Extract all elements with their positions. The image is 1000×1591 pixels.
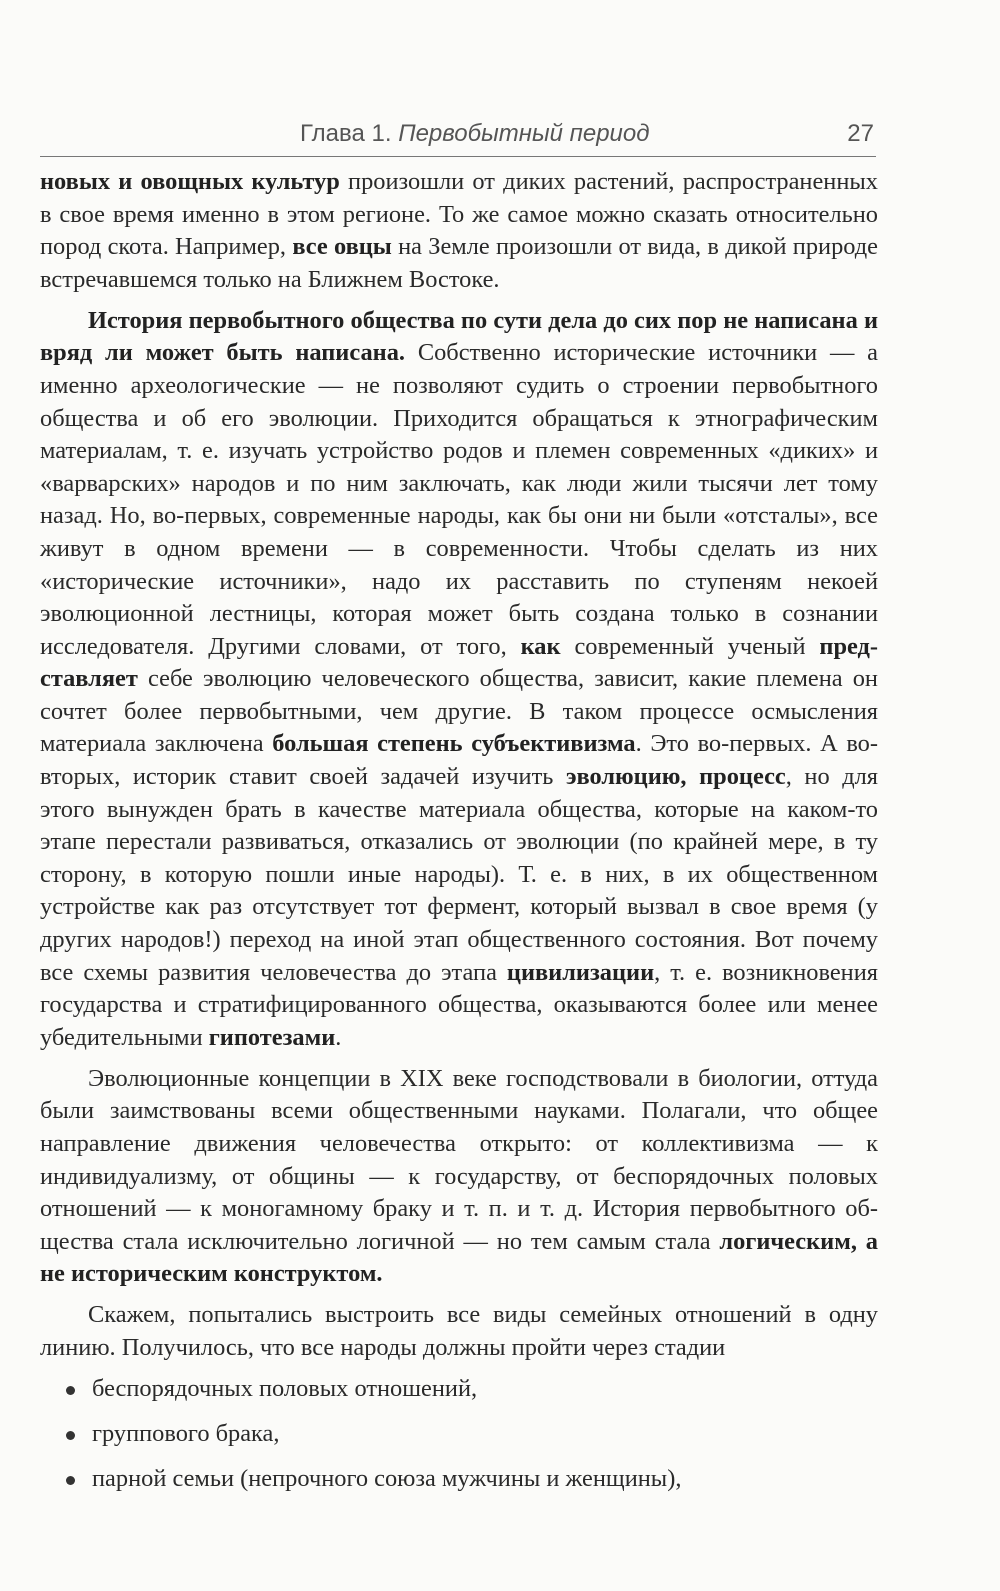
text-run: произошли от диких растений, распространенных в свое время именно в этом регионе. То же самое можно сказать относительно пород скота. Например,: [40, 168, 878, 261]
list-item: [40, 1463, 878, 1508]
bold-phrase: представляет: [40, 632, 878, 693]
bold-phrase: гипотезами: [208, 1023, 336, 1051]
paragraph-3: [40, 1063, 878, 1291]
list-item: [40, 1373, 878, 1418]
chapter-title: [300, 120, 650, 148]
list-item: [40, 1418, 878, 1463]
text-run: себе эволюцию человеческого общества, зависит, какие племена он сочтет более первобытными, чем другие. В таком процессе осмысления материала заключена: [40, 665, 878, 758]
stages-list: [40, 1373, 878, 1508]
text-run: . Это во-первых. А во-вторых, историк ставит своей задачей изучить: [40, 730, 878, 791]
running-header: [40, 116, 876, 157]
bold-phrase: История первобытного общества по сути дела до сих пор не написана и вряд ли может быть написана.: [40, 306, 878, 367]
chapter-name: Первобытный период: [398, 120, 650, 147]
text-run: современный ученый: [560, 632, 820, 660]
bold-phrase: цивилизации: [506, 958, 655, 986]
list-item-text: группового брака,: [92, 1419, 280, 1447]
list-item-text: парной семьи (непрочного союза мужчины и женщины),: [92, 1464, 682, 1492]
paragraph-2: [40, 305, 878, 1055]
bullet-icon: [66, 1386, 75, 1395]
bold-phrase: логическим, а не историческим конструктом.: [40, 1227, 878, 1288]
text-run: , но для этого вынужден брать в качестве материала общества, которые на каком-то этапе перестали развиваться, отказались от эволюции (по крайней мере, в ту сторону, в которую пошли иные народы). Т. е. в них, в их общественном устройстве как раз отсутствует тот фермент, который вызвал в свое время (у других народов!) переход на иной этап общественного состояния. Вот почему все схемы развития человечества до этапа: [40, 763, 879, 986]
list-item-text: беспорядочных половых отношений,: [92, 1374, 478, 1402]
text-run: , т. е. возникновения государства и стратифицированного общества, оказываются более или менее убедительными: [40, 958, 878, 1051]
bold-phrase: эволюцию, процесс: [565, 763, 786, 791]
body-text: [40, 166, 878, 1508]
paragraph-1: [40, 166, 878, 296]
bold-phrase: все овцы: [292, 233, 392, 261]
page-number: 27: [847, 120, 874, 147]
bold-phrase: как: [520, 632, 561, 660]
bullet-icon: [66, 1476, 75, 1485]
bullet-icon: [66, 1431, 75, 1440]
text-run: .: [335, 1023, 342, 1051]
bold-phrase: новых и овощных культур: [40, 168, 340, 195]
text-run: на Земле произошли от вида, в дикой природе встречавшемся только на Ближнем Востоке.: [40, 233, 879, 293]
text-run: Эволюционные концепции в XIX веке господствовали в биологии, оттуда были заимствованы всеми общественными науками. Полагали, что общее направление движения человечества открыто: от коллективизма — к индивидуализму, от общины — к государству, от беспорядочных половых отношений — к моногамному браку и т. п. и т. д. История первобытного общества стала исключительно логичной — но тем самым стала: [40, 1064, 878, 1255]
text-run: Собственно исторические источники — а именно археологические — не позволяют судить о строении первобытного общества и об его эволюции. Приходится обращаться к этнографическим материалам, т. е. изучать устройство родов и племен современных «диких» и «варварских» народов и по ним заключать, как люди жили тысячи лет тому назад. Но, во-первых, современные народы, как бы они ни были «отсталы», все живут в одном времени — в современности. Чтобы сделать из них «исторические источники», надо их расставить по ступеням некоей эволюционной лестницы, которая может быть создана только в сознании исследователя. Другими словами, от того,: [40, 339, 879, 660]
bold-phrase: большая степень субъективизма: [272, 730, 636, 758]
chapter-label: Глава 1.: [300, 120, 392, 147]
paragraph-4: Скажем, попытались выстроить все виды семейных отношений в одну линию. Получилось, что все народы должны пройти через стадии: [40, 1301, 878, 1361]
